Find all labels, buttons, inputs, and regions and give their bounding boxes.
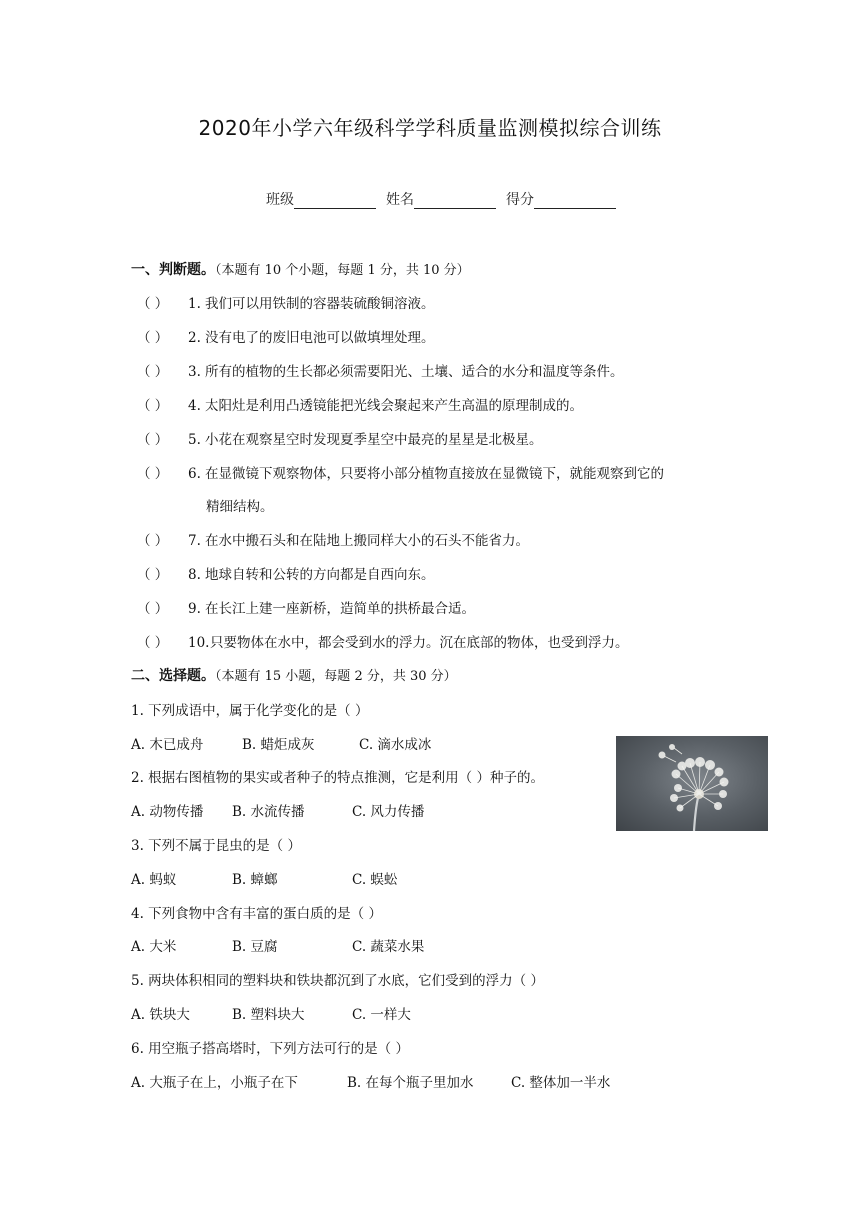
answer-parens[interactable]: （ ） — [137, 330, 169, 346]
score-label: 得分 — [506, 192, 534, 208]
option-b[interactable]: B. 水流传播 — [232, 804, 305, 820]
item-number: 6. — [188, 466, 201, 482]
item-text: 地球自转和公转的方向都是自西向东。 — [205, 567, 435, 583]
option-a[interactable]: A. 动物传播 — [131, 804, 204, 820]
item-text: 太阳灶是利用凸透镜能把光线会聚起来产生高温的原理制成的。 — [205, 398, 583, 414]
item-number: 5. — [188, 432, 201, 448]
option-c[interactable]: C. 滴水成冰 — [359, 737, 432, 753]
answer-parens[interactable]: （ ） — [137, 567, 169, 583]
class-label: 班级 — [266, 192, 294, 208]
question-text: 3. 下列不属于昆虫的是（ ） — [131, 838, 301, 854]
judgment-item — [137, 462, 664, 482]
judgment-item — [137, 563, 435, 583]
option-a[interactable]: A. 铁块大 — [131, 1007, 190, 1023]
option-c[interactable]: C. 整体加一半水 — [511, 1075, 611, 1091]
item-text: 没有电了的废旧电池可以做填埋处理。 — [205, 330, 435, 346]
judgment-item — [137, 597, 475, 617]
name-blank[interactable] — [414, 193, 496, 209]
answer-parens[interactable]: （ ） — [137, 364, 169, 380]
item-text: 在长江上建一座新桥，造简单的拱桥最合适。 — [205, 601, 475, 617]
option-a[interactable]: A. 木已成舟 — [131, 737, 204, 753]
judgment-item — [137, 394, 583, 414]
answer-parens[interactable]: （ ） — [137, 635, 169, 651]
question-text: 6. 用空瓶子搭高塔时，下列方法可行的是（ ） — [131, 1041, 409, 1057]
item-number: 2. — [188, 330, 201, 346]
item-number: 7. — [188, 533, 201, 549]
option-b[interactable]: B. 蜡炬成灰 — [242, 737, 315, 753]
item-number: 4. — [188, 398, 201, 414]
option-c[interactable]: C. 蔬菜水果 — [352, 939, 425, 955]
score-blank[interactable] — [534, 193, 616, 209]
judgment-item — [137, 631, 629, 651]
section-note: （本题有 15 小题，每题 2 分，共 30 分） — [215, 669, 457, 684]
question-text: 2. 根据右图植物的果实或者种子的特点推测，它是利用（ ）种子的。 — [131, 770, 544, 786]
option-c[interactable]: C. 风力传播 — [352, 804, 425, 820]
item-text: 在显微镜下观察物体，只要将小部分植物直接放在显微镜下，就能观察到它的 — [205, 466, 664, 482]
item-text: 小花在观察星空时发现夏季星空中最亮的星星是北极星。 — [205, 432, 543, 448]
option-b[interactable]: B. 蟑螂 — [232, 872, 278, 888]
section-title: 二、选择题。 — [131, 668, 215, 684]
dandelion-illustration — [616, 736, 768, 831]
option-c[interactable]: C. 一样大 — [352, 1007, 411, 1023]
item-number: 8. — [188, 567, 201, 583]
item-text: 所有的植物的生长都必须需要阳光、土壤、适合的水分和温度等条件。 — [205, 364, 624, 380]
option-b[interactable]: B. 塑料块大 — [232, 1007, 305, 1023]
option-a[interactable]: A. 蚂蚁 — [131, 872, 177, 888]
judgment-item — [137, 360, 624, 380]
judgment-item — [137, 529, 529, 549]
exam-title: 2020年小学六年级科学学科质量监测模拟综合训练 — [198, 116, 662, 140]
item-number: 1. — [188, 296, 201, 312]
name-label: 姓名 — [386, 192, 414, 208]
option-b[interactable]: B. 豆腐 — [232, 939, 278, 955]
judgment-item — [137, 292, 435, 312]
item-number: 9. — [188, 601, 201, 617]
item-number: 10. — [188, 635, 210, 651]
judgment-item — [137, 428, 543, 448]
section-note: （本题有 10 个小题，每题 1 分，共 10 分） — [215, 263, 470, 278]
class-blank[interactable] — [294, 193, 376, 209]
item-text-continuation: 精细结构。 — [206, 499, 274, 515]
option-c[interactable]: C. 蜈蚣 — [352, 872, 398, 888]
option-a[interactable]: A. 大米 — [131, 939, 177, 955]
item-number: 3. — [188, 364, 201, 380]
dandelion-photo — [616, 736, 768, 831]
item-text: 只要物体在水中，都会受到水的浮力。沉在底部的物体，也受到浮力。 — [210, 635, 629, 651]
question-text: 4. 下列食物中含有丰富的蛋白质的是（ ） — [131, 906, 382, 922]
section-title: 一、判断题。 — [131, 262, 215, 278]
option-a[interactable]: A. 大瓶子在上，小瓶子在下 — [131, 1075, 298, 1091]
answer-parens[interactable]: （ ） — [137, 533, 169, 549]
question-text: 5. 两块体积相同的塑料块和铁块都沉到了水底，它们受到的浮力（ ） — [131, 973, 544, 989]
section-heading-choice — [131, 665, 457, 685]
student-info-line — [266, 189, 626, 209]
answer-parens[interactable]: （ ） — [137, 398, 169, 414]
answer-parens[interactable]: （ ） — [137, 432, 169, 448]
option-b[interactable]: B. 在每个瓶子里加水 — [347, 1075, 474, 1091]
question-text: 1. 下列成语中，属于化学变化的是（ ） — [131, 703, 369, 719]
judgment-item — [137, 326, 435, 346]
item-text: 我们可以用铁制的容器装硫酸铜溶液。 — [205, 296, 435, 312]
answer-parens[interactable]: （ ） — [137, 601, 169, 617]
answer-parens[interactable]: （ ） — [137, 466, 169, 482]
section-heading-judgment — [131, 259, 470, 279]
answer-parens[interactable]: （ ） — [137, 296, 169, 312]
item-text: 在水中搬石头和在陆地上搬同样大小的石头不能省力。 — [205, 533, 529, 549]
